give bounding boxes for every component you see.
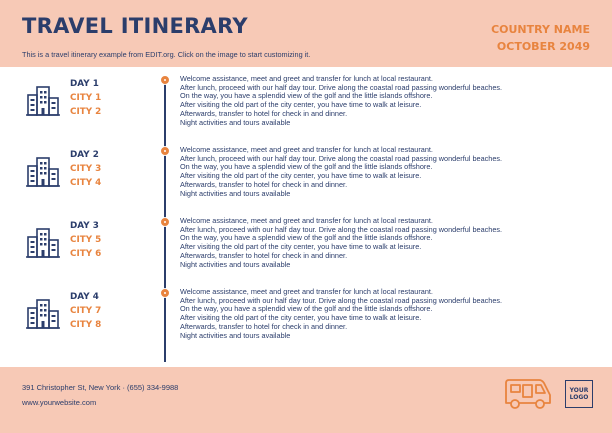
description-line: After lunch, proceed with our half day tour. Drive along the coastal road passing wonderful beaches. xyxy=(180,224,503,234)
city-label: CITY 8 xyxy=(70,320,102,330)
description-line: Afterwards, transfer to hotel for check in and dinner. xyxy=(180,179,348,189)
day-description xyxy=(180,75,600,127)
map-pin-icon xyxy=(160,75,170,85)
itinerary-day-3 xyxy=(0,216,612,286)
description-line: Night activities and tours available xyxy=(180,330,291,340)
description-line: Afterwards, transfer to hotel for check in and dinner. xyxy=(180,108,348,118)
day-label: DAY 4 xyxy=(70,292,99,302)
description-line: On the way, you have a splendid view of the golf and the little islands offshore. xyxy=(180,162,433,172)
logo-text: LOGO xyxy=(569,394,589,401)
city-label: CITY 3 xyxy=(70,164,102,174)
description-line: Night activities and tours available xyxy=(180,188,291,198)
description-line: After lunch, proceed with our half day tour. Drive along the coastal road passing wonderful beaches. xyxy=(180,295,503,305)
itinerary-day-1 xyxy=(0,74,612,144)
description-line: Welcome assistance, meet and greet and transfer for lunch at local restaurant. xyxy=(180,74,433,83)
description-line: Night activities and tours available xyxy=(180,259,291,269)
description-line: On the way, you have a splendid view of the golf and the little islands offshore. xyxy=(180,91,433,101)
day-label: DAY 1 xyxy=(70,79,99,89)
map-pin-icon xyxy=(160,146,170,156)
map-pin-icon xyxy=(160,288,170,298)
itinerary-day-4 xyxy=(0,287,612,357)
day-label: DAY 2 xyxy=(70,150,99,160)
description-line: Welcome assistance, meet and greet and transfer for lunch at local restaurant. xyxy=(180,145,433,154)
city-buildings-icon xyxy=(25,225,61,261)
description-line: After lunch, proceed with our half day tour. Drive along the coastal road passing wonderful beaches. xyxy=(180,82,503,92)
logo-text: YOUR xyxy=(569,387,589,394)
footer-banner xyxy=(0,367,612,433)
country-name: COUNTRY NAME xyxy=(491,23,590,36)
description-line: Night activities and tours available xyxy=(180,117,291,127)
description-line: Afterwards, transfer to hotel for check in and dinner. xyxy=(180,321,348,331)
description-line: Welcome assistance, meet and greet and transfer for lunch at local restaurant. xyxy=(180,287,433,296)
city-label: CITY 4 xyxy=(70,178,102,188)
city-buildings-icon xyxy=(25,83,61,119)
website-link[interactable]: www.yourwebsite.com xyxy=(22,398,97,407)
day-description xyxy=(180,217,600,269)
city-label: CITY 5 xyxy=(70,235,102,245)
description-line: After lunch, proceed with our half day tour. Drive along the coastal road passing wonderful beaches. xyxy=(180,153,503,163)
city-label: CITY 2 xyxy=(70,107,102,117)
description-line: On the way, you have a splendid view of the golf and the little islands offshore. xyxy=(180,233,433,243)
city-label: CITY 6 xyxy=(70,249,102,259)
description-line: On the way, you have a splendid view of the golf and the little islands offshore. xyxy=(180,304,433,314)
day-label: DAY 3 xyxy=(70,221,99,231)
city-label: CITY 7 xyxy=(70,306,102,316)
city-label: CITY 1 xyxy=(70,93,102,103)
description-line: Afterwards, transfer to hotel for check in and dinner. xyxy=(180,250,348,260)
camper-van-icon xyxy=(503,376,553,412)
map-pin-icon xyxy=(160,217,170,227)
logo-placeholder xyxy=(565,380,593,408)
header-banner xyxy=(0,0,612,67)
description-line: After visiting the old part of the city center, you have time to walk at leisure. xyxy=(180,242,422,252)
itinerary-day-2 xyxy=(0,145,612,215)
description-line: Welcome assistance, meet and greet and transfer for lunch at local restaurant. xyxy=(180,216,433,225)
contact-address: 391 Christopher St, New York · (655) 334-9988 xyxy=(22,383,179,392)
description-line: After visiting the old part of the city center, you have time to walk at leisure. xyxy=(180,100,422,110)
trip-date: OCTOBER 2049 xyxy=(496,40,590,53)
day-description xyxy=(180,146,600,198)
day-description xyxy=(180,288,600,340)
city-buildings-icon xyxy=(25,154,61,190)
city-buildings-icon xyxy=(25,296,61,332)
page-subtitle: This is a travel itinerary example from EDIT.org. Click on the image to start customizing it. xyxy=(22,50,311,59)
description-line: After visiting the old part of the city center, you have time to walk at leisure. xyxy=(180,171,422,181)
description-line: After visiting the old part of the city center, you have time to walk at leisure. xyxy=(180,313,422,323)
page-title: TRAVEL ITINERARY xyxy=(22,14,248,38)
